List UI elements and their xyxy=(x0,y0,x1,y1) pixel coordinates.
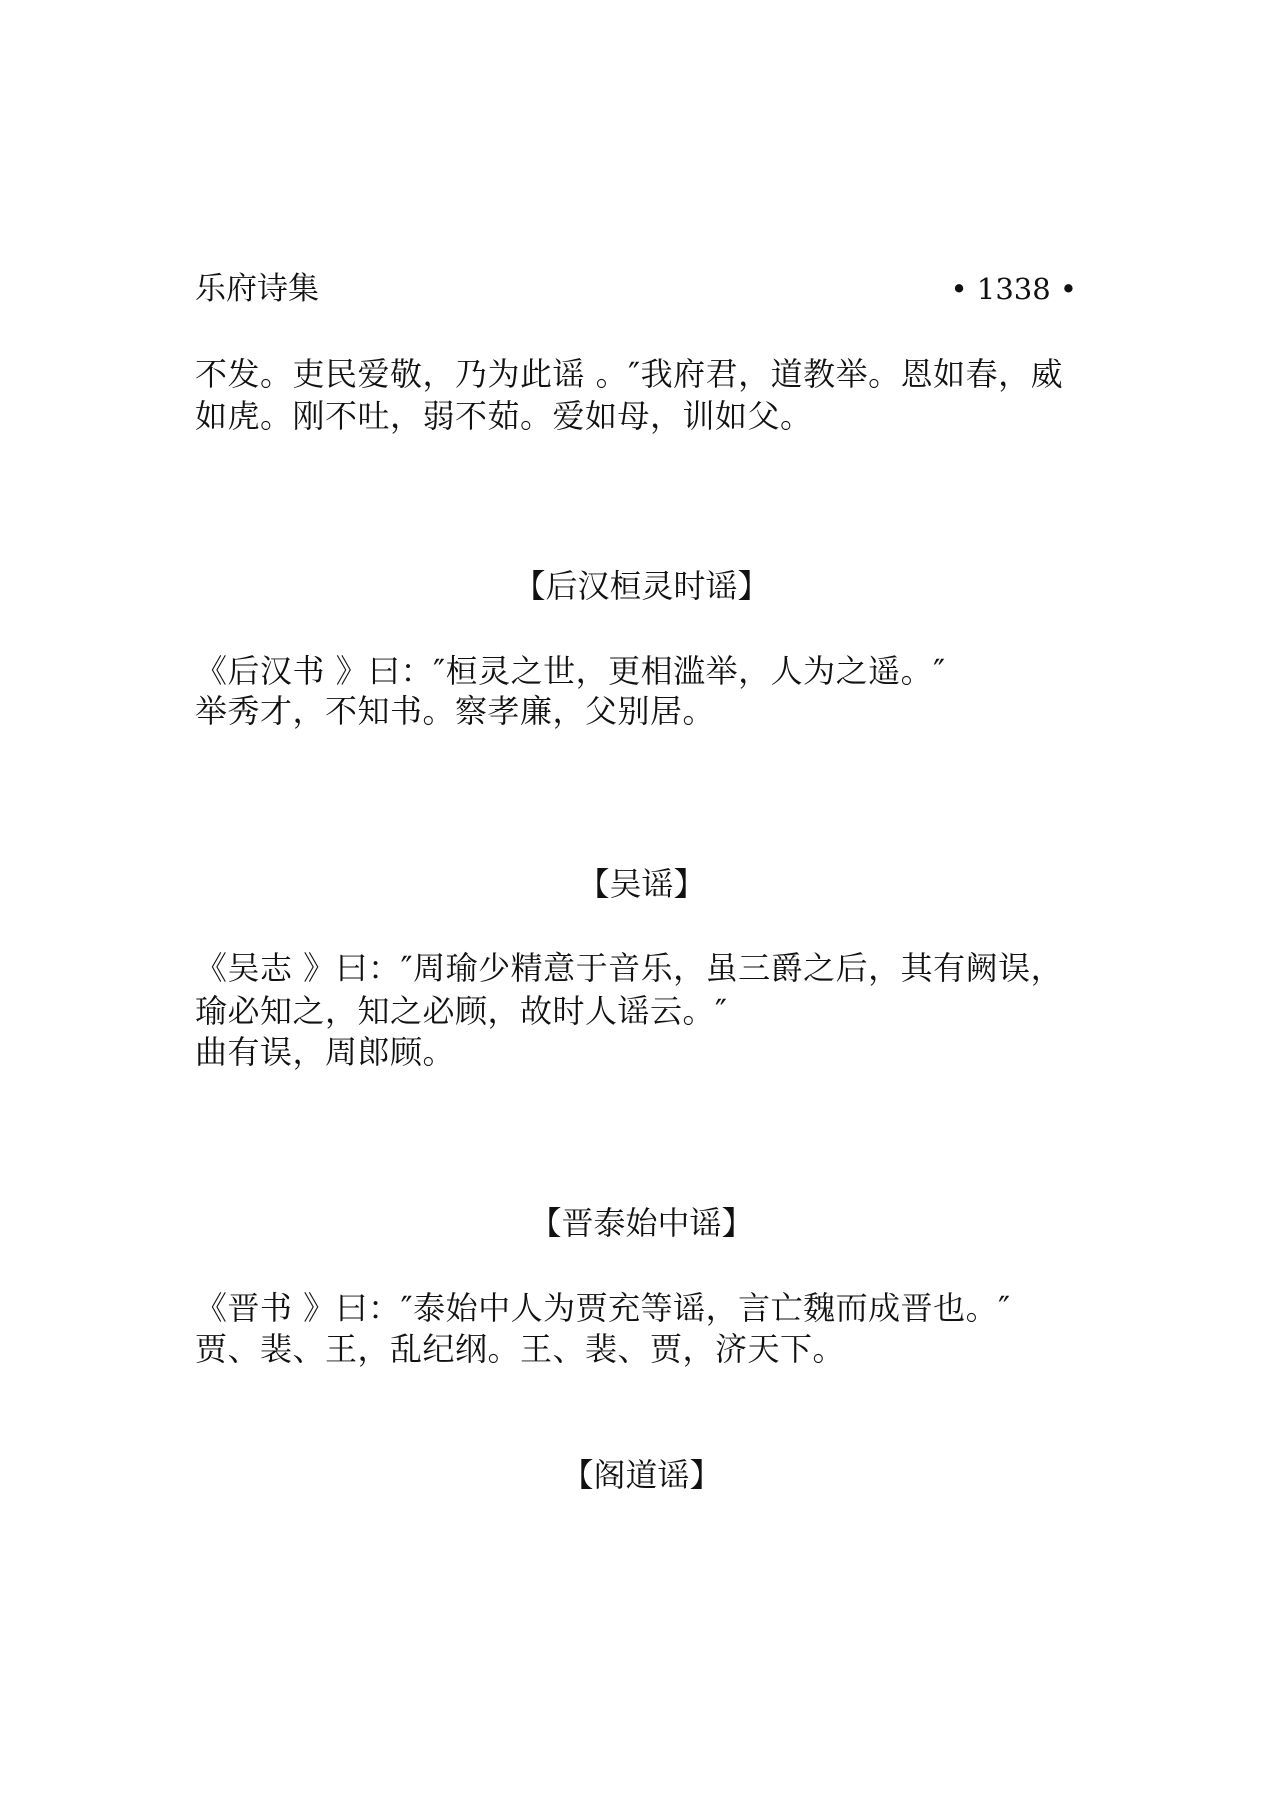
intro-line: 瑜必知之，知之必顾，故时人谣云。″ xyxy=(195,992,728,1030)
text-line: 不发。吏民爱敬，乃为此谣 。″我府君，道教举。恩如春，威 xyxy=(195,355,1064,393)
intro-line: 《吴志 》曰：″周瑜少精意于音乐，虽三爵之后，其有阙误， xyxy=(195,949,1064,987)
intro-line: 《晋书 》曰：″泰始中人为贾充等谣，言亡魏而成晋也。″ xyxy=(195,1289,1011,1327)
section-heading: 【吴谣】 xyxy=(577,865,706,903)
text-line: 如虎。刚不吐，弱不茹。爱如母，训如父。 xyxy=(195,397,813,435)
section-heading: 【阁道谣】 xyxy=(561,1456,722,1494)
intro-line: 《后汉书 》曰：″桓灵之世，更相滥举，人为之遥。″ xyxy=(195,652,946,690)
running-title: 乐府诗集 xyxy=(195,271,319,307)
section-heading: 【晋泰始中谣】 xyxy=(529,1204,754,1242)
verse-line: 举秀才，不知书。察孝廉，父别居。 xyxy=(195,692,716,730)
page-number: • 1338 • xyxy=(950,272,1077,306)
verse-line: 贾、裴、王，乱纪纲。王、裴、贾，济天下。 xyxy=(195,1330,846,1368)
verse-line: 曲有误，周郎顾。 xyxy=(195,1033,456,1071)
section-heading: 【后汉桓灵时谣】 xyxy=(513,567,770,605)
